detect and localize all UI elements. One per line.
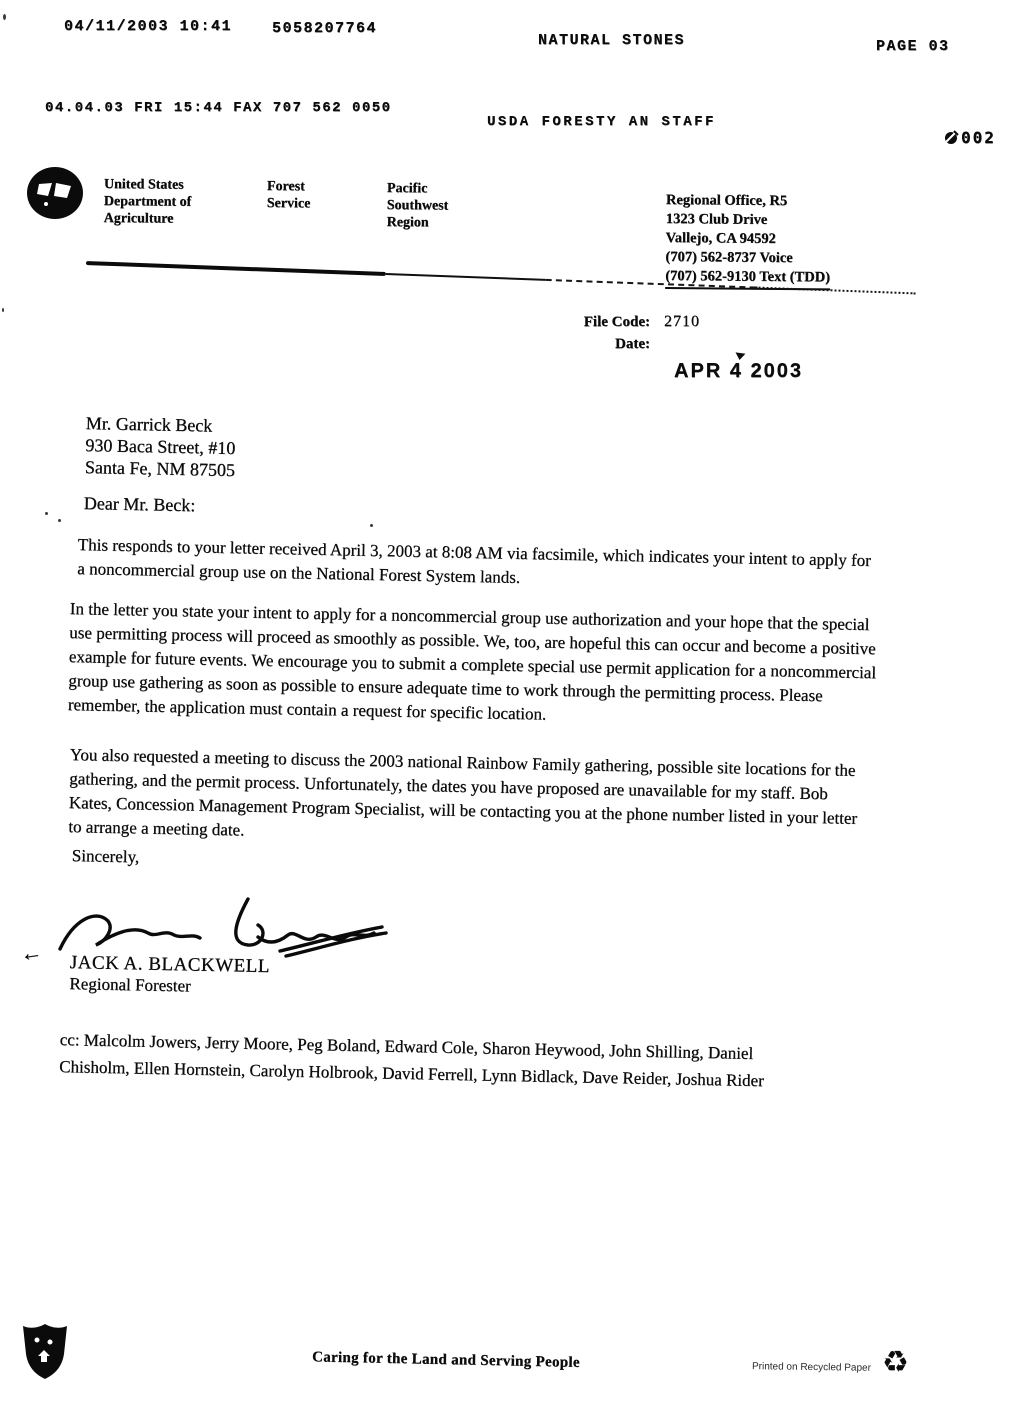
date-label: Date: [615, 336, 650, 352]
recipient-street: 930 Baca Street, #10 [85, 434, 236, 459]
body-paragraph-1: This responds to your letter received April 3, 2003 at 8:08 AM via facsimile, which indicates your intent to apply for a noncommercial group use on the National Forest System lands. [77, 534, 871, 587]
signature-block [69, 952, 270, 998]
fax-counter-number: 002 [961, 128, 996, 147]
office-line-tdd: (707) 562-9130 Text (TDD) [665, 267, 830, 290]
arrow-mark: ← [18, 938, 44, 967]
fax-page-label: PAGE 03 [876, 38, 950, 55]
rule-segment [756, 287, 916, 295]
office-line: Regional Office, R5 [665, 191, 788, 210]
fax-counter-icon [944, 130, 959, 145]
body-paragraph-2: In the letter you state your intent to apply for a noncommercial group use authorization and your hope that the special use permitting process will proceed as smoothly as possible. We, too, are hopeful this can occur and become a positive example for future events. We encourage you to submit a complete special use permit application for a noncommercial group use gathering as soon as possible to ensure adequate time to work through the permitting process. Please remember, the application must contain a request for specific location. [67, 598, 877, 724]
letterhead-region: Pacific Southwest Region [386, 180, 449, 231]
fax-received-datetime: 04/11/2003 10:41 [64, 18, 233, 35]
scan-noise [3, 14, 6, 20]
recycle-icon: ♻ [882, 1346, 909, 1379]
scan-noise [45, 512, 48, 515]
letterhead-service: Forest Service [266, 178, 311, 212]
footer-motto: Caring for the Land and Serving People [311, 1349, 580, 1371]
scan-noise [58, 519, 61, 522]
fax-station-name: USDA FORESTY AN STAFF [487, 114, 716, 130]
body-paragraph-3: You also requested a meeting to discuss the 2003 national Rainbow Family gathering, possible site locations for the gathering, and the permit process. Unfortunately, the dates you have proposed are unavailable for my staff. Bob Kates, Concession Management Program Specialist, will be contacting you at the phone number listed in your letter to arrange a meeting date. [68, 744, 858, 840]
office-line: 1323 Club Drive [665, 210, 768, 228]
scan-noise [2, 308, 4, 312]
scan-noise [370, 524, 373, 527]
salutation: Dear Mr. Beck: [83, 492, 196, 516]
office-line: (707) 562-8737 Voice [665, 248, 793, 267]
cc-list: cc: Malcolm Jowers, Jerry Moore, Peg Boland, Edward Cole, Sharon Heywood, John Shilling, Daniel Chisholm, Ellen Hornstein, Carolyn Holbrook, David Ferrell, Lynn Bidlack, Dave Reider, Joshua Rider [58, 1029, 764, 1091]
usda-logo [26, 166, 84, 222]
date-stamp: APR 4 2003 [674, 360, 803, 382]
signer-title: Regional Forester [69, 973, 191, 996]
file-code-value: 2710 [664, 313, 700, 330]
office-line: Vallejo, CA 94592 [665, 229, 776, 247]
recycled-paper-note: Printed on Recycled Paper [751, 1361, 872, 1374]
file-code-label: File Code: [583, 314, 650, 330]
fax-banner-line: 04.04.03 FRI 15:44 FAX 707 562 0050 [45, 100, 392, 116]
letterhead-agency: United States Department of Agriculture [103, 176, 192, 227]
forest-service-shield-icon [20, 1322, 70, 1380]
letterhead-office-block [665, 191, 831, 290]
signer-name: JACK A. BLACKWELL [69, 952, 271, 978]
recipient-address-block [85, 412, 236, 481]
fax-sender-name: NATURAL STONES [538, 32, 686, 49]
closing: Sincerely, [71, 845, 140, 867]
rule-segment [386, 273, 546, 281]
rule-segment [86, 261, 386, 276]
fax-received-number: 5058207764 [272, 20, 378, 37]
recipient-city: Santa Fe, NM 87505 [84, 456, 236, 480]
recipient-name: Mr. Garrick Beck [85, 412, 213, 436]
fax-page-counter [944, 128, 996, 147]
